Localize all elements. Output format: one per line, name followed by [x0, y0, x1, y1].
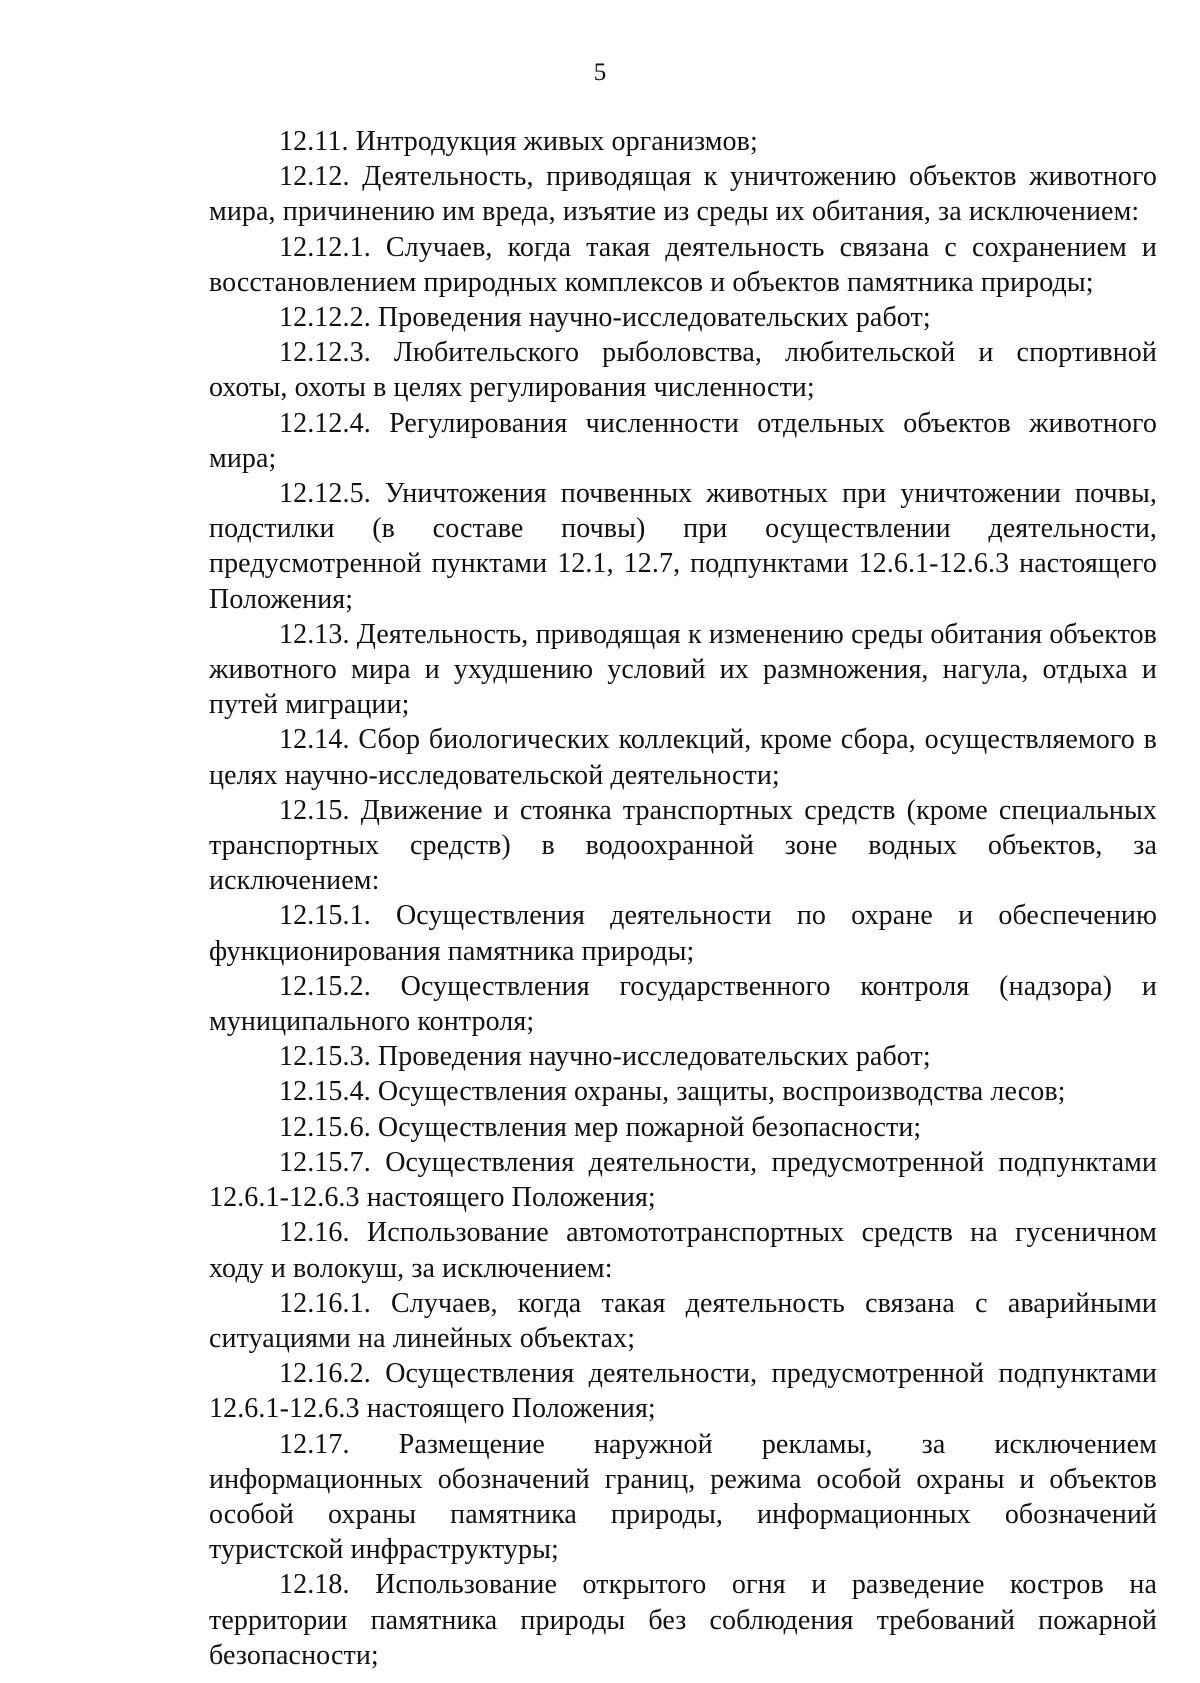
- paragraph-12-15-2: 12.15.2. Осуществления государственного контроля (надзора) и муниципального контроля;: [209, 970, 1157, 1038]
- page-number: 5: [593, 59, 607, 86]
- paragraph-12-12-4: 12.12.4. Регулирования численности отдельных объектов животного мира;: [209, 407, 1157, 474]
- paragraph-12-12-2: 12.12.2. Проведения научно-исследовательских работ;: [279, 302, 931, 334]
- paragraph-12-15-6: 12.15.6. Осуществления мер пожарной безопасности;: [279, 1111, 922, 1143]
- paragraph-12-16-2: 12.16.2. Осуществления деятельности, предусмотренной подпунктами 12.6.1-12.6.3 настоящего Положения;: [209, 1358, 1157, 1425]
- paragraph-12-12-1: 12.12.1. Случаев, когда такая деятельность связана с сохранением и восстановлением природных комплексов и объектов памятника природы;: [209, 231, 1157, 298]
- paragraph-12-18: 12.18. Использование открытого огня и разведение костров на территории памятника природы без соблюдения требований пожарной безопасности;: [209, 1569, 1157, 1671]
- paragraph-12-15-3: 12.15.3. Проведения научно-исследовательских работ;: [279, 1041, 931, 1073]
- paragraph-12-15-1: 12.15.1. Осуществления деятельности по охране и обеспечению функционирования памятника природы;: [209, 900, 1157, 967]
- paragraph-12-11: 12.11. Интродукция живых организмов;: [279, 126, 758, 157]
- paragraph-12-15: 12.15. Движение и стоянка транспортных средств (кроме специальных транспортных средств) в водоохранной зоне водных объектов, за исключением:: [209, 794, 1157, 897]
- paragraph-12-16: 12.16. Использование автомототранспортных средств на гусеничном ходу и волокуш, за исключением:: [209, 1217, 1157, 1284]
- paragraph-12-16-1: 12.16.1. Случаев, когда такая деятельность связана с аварийными ситуациями на линейных объектах;: [209, 1287, 1157, 1354]
- paragraph-12-15-7: 12.15.7. Осуществления деятельности, предусмотренной подпунктами 12.6.1-12.6.3 настоящего Положения;: [209, 1146, 1157, 1214]
- paragraph-12-17: 12.17. Размещение наружной рекламы, за исключением информационных обозначений границ, режима особой охраны и объектов особой охраны памятника природы, информационных обозначений туристской инфраструктуры;: [209, 1428, 1157, 1566]
- paragraph-12-12: 12.12. Деятельность, приводящая к уничтожению объектов животного мира, причинению им вреда, изъятие из среды их обитания, за исключением:: [209, 161, 1157, 228]
- paragraph-12-12-5: 12.12.5. Уничтожения почвенных животных при уничтожении почвы, подстилки (в составе почвы) при осуществлении деятельности, предусмотренной пунктами 12.1, 12.7, подпунктами 12.6.1-12.6.3 настоящего Положения;: [209, 478, 1157, 615]
- paragraph-12-14: 12.14. Сбор биологических коллекций, кроме сбора, осуществляемого в целях научно-исследовательской деятельности;: [209, 724, 1157, 791]
- paragraph-12-15-4: 12.15.4. Осуществления охраны, защиты, воспроизводства лесов;: [279, 1076, 1066, 1108]
- paragraph-12-13: 12.13. Деятельность, приводящая к изменению среды обитания объектов животного мира и ухудшению условий их размножения, нагула, отдыха и путей миграции;: [209, 618, 1157, 721]
- document-body: [209, 124, 1157, 1673]
- paragraph-12-12-3: 12.12.3. Любительского рыболовства, любительской и спортивной охоты, охоты в целях регулирования численности;: [209, 337, 1157, 404]
